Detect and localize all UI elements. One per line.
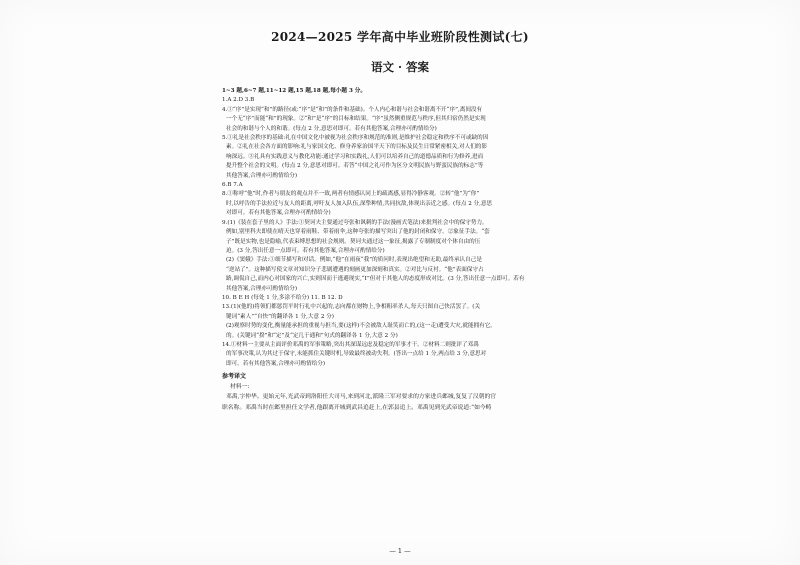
answer-lines bbox=[222, 96, 578, 369]
answer-line: 时,以呼告的手法拉近与友人的距离,呼吁友人加入队伍,深挚种情,共同抗敌,体现出亲近之感。(每点 2 分,意思 bbox=[226, 200, 493, 207]
answer-line: 的军事决策,认为其过于保守,未能抓住关键时机,导致最终被动失利。(答出一点给 1 分,两点给 3 分,意思对 bbox=[226, 351, 487, 358]
answer-line: 1.A 2.D 3.B bbox=[222, 97, 255, 104]
reference-heading: 参考译文 bbox=[222, 373, 247, 381]
answer-line: 迫。(3 分,答出任意一点即可。若有其他答案,合理亦可酌情给分) bbox=[226, 247, 385, 254]
answer-line: 一个无“序”而能“和”的现象。②“和”是“序”的目标和结果。“序”虽然侧重规范与秩序,但其归宿仍然是实现 bbox=[226, 116, 486, 123]
answer-line: (2)观察时势的变化,衡量能承担的重视与担当,要(这样)不会被敌人耻笑而亡的,(这一走)遭受大灾,就能拥有它。 bbox=[226, 323, 496, 330]
answer-line: 10. B E H (每处 1 分,多涂不给分) 11. B 12. D bbox=[222, 294, 343, 301]
translation-line: 邓禹,字仲华。更始元年,光武帝到洛阳任大司马,来到河北,派隆三军对要求的方家进兵邺城,复复了汉朝的官 bbox=[226, 394, 497, 401]
scoring-note: 1~3 题,6~7 题,11~12 题,15 题,18 题,每小题 3 分。 bbox=[222, 88, 366, 94]
answer-line: 5.①礼是社会秩序的基础:礼在中国文化中被视为社会秩序和规范的准则,是维护社会稳定和秩序不可或缺的因 bbox=[222, 135, 489, 142]
answer-line: 其他答案,合理亦可酌情给分) bbox=[226, 285, 298, 292]
answer-line: 其他答案,合理亦可酌情给分) bbox=[226, 172, 298, 179]
answer-line: 素。②礼在社会各方面的影响:礼与家国文化、修身养家治国平天下的目标及民生日常紧密相关,对人们的影 bbox=[226, 144, 487, 151]
answer-line: 路,调侃自己,而内心对国家的兴亡,实则因而于逃避现实,“I”但对于其他人的态度形成对比。(3 分,答出任意一点即可。若有 bbox=[226, 276, 525, 283]
answer-line: 提升整个社会的文明。(每点 2 分,意思对即可。若答“中国之礼可作为区分文明民族与野蛮民族的标志”等 bbox=[226, 163, 484, 170]
answer-line: “逆站了”。这种描写使文章对知识分子悲剧遭遇的刻画更加深刻和真实。②对比与反衬。“他”表面保守占 bbox=[226, 266, 484, 273]
answer-line: 13.(1)(他的)将领们都惩罚平时行礼中兴起的,志向都在财物上,争相粗率杀人,每天只图自己快活罢了。(关 bbox=[222, 304, 481, 311]
answer-line: 例如,别里科夫即使在晴天也穿着雨鞋、带着雨伞,这种夸张的描写突出了他的封闭和保守。②象征手法。“套 bbox=[226, 229, 490, 236]
page-number: — 1 — bbox=[389, 547, 411, 555]
material-label: 材料一: bbox=[230, 384, 250, 391]
answer-line: 14.①材料一主要从主面评价邓禹的军事策略,突出其深谋远虑及稳定的军事才干。②材料二则批评了邓禹 bbox=[222, 341, 479, 348]
translation-line: 职名称。邓禹当时在邺里担任文学者,他跟离开城到武昌追赶上,在郭县追上。邓禹见到光武帝说道:“如今畴 bbox=[222, 405, 492, 412]
answer-line: (2)《窦娥》手法:①细节描写和对话。例如,“他”在雨夜“我”的质问时,表现出绝望和无助,最终承认自己是 bbox=[226, 257, 482, 264]
answer-line: 9.(1)《装在套子里的人》手法:①契诃夫主要通过夸张和讽刺的手法(漫画式笔法)来批判社会中的保守势力。 bbox=[222, 219, 488, 226]
answer-line: 响深远。③礼具有实践意义与教化功能:通过学习和实践礼,人们可以培养自己的道德品质和行为修养,进而 bbox=[226, 153, 484, 160]
document-body bbox=[222, 28, 578, 414]
answer-line: 子”既是实物,也是隐喻,代表束缚思想的社会规则。契诃夫通过这一象征,揭露了专制制度对个体自由的压 bbox=[226, 238, 481, 245]
answer-line: 社会的和谐与个人的和谐。(每点 2 分,意思对即可。若有其他答案,合理亦可酌情给分) bbox=[226, 125, 437, 132]
answer-line: 对即可。若有其他答案,合理亦可酌情给分) bbox=[226, 210, 331, 217]
answer-line: 4.①“序”是实现“和”的路径(或:“序”是“和”的条件和基础)。个人内心和谐与社会和谐离不开“序”,离间没有 bbox=[222, 106, 483, 113]
document-subtitle: 语文 · 答案 bbox=[370, 60, 429, 74]
answer-line: 8.①称呼“他”时,作者与朋友的观点并不一致,两者有情感认同上的疏离感,显得冷静客观。②转“他”为“你” bbox=[222, 191, 480, 198]
answer-line: 键词“素人”“自快”的翻译各 1 分,大意 2 分) bbox=[226, 313, 334, 320]
answer-line: 的。(关键词“揆”和“定”及“定几于通和”句式的翻译各 1 分,大意 2 分) bbox=[226, 332, 398, 339]
answer-line: 即可。若有其他答案,合理亦可酌情给分) bbox=[226, 360, 326, 367]
document-title: 2024—2025 学年高中毕业班阶段性测试(七) bbox=[271, 30, 529, 44]
answer-line: 6.B 7.A bbox=[222, 182, 243, 189]
